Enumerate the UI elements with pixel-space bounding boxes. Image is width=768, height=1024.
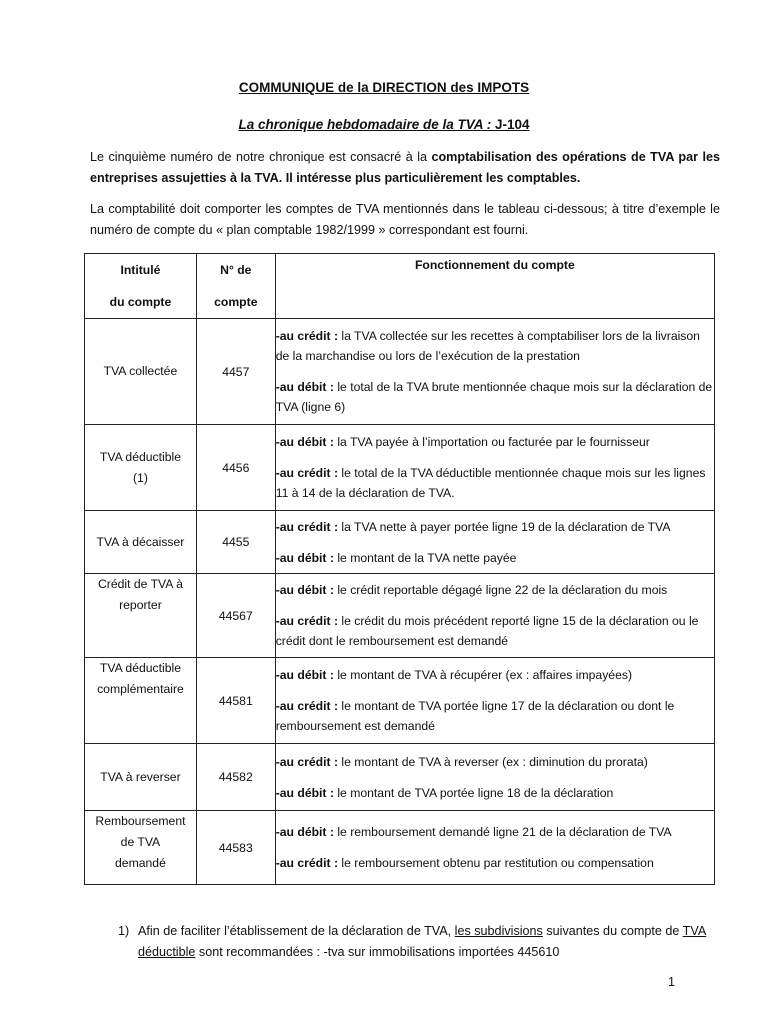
account-operation: -au débit : le montant de TVA à récupérer (ex : affaires impayées) -au crédit : le montant de TVA portée ligne 17 de la déclaration ou dont le remboursement est demandé (275, 658, 714, 744)
account-name: TVA déductible (1) (85, 425, 197, 511)
footnote-marker: 1) (118, 924, 130, 938)
account-operation: -au débit : la TVA payée à l’importation ou facturée par le fournisseur -au crédit : le total de la TVA déductible mentionnée chaque mois sur les lignes 11 à 14 de la déclaration de TVA. (275, 425, 714, 511)
intro-paragraph-1 (90, 147, 720, 189)
account-name: TVA à décaisser (85, 511, 197, 574)
vat-accounts-table (84, 253, 715, 885)
account-name: TVA déductible complémentaire (85, 658, 197, 744)
subtitle-text: La chronique hebdomadaire de la TVA (238, 117, 483, 132)
subtitle-code: J-104 (495, 117, 530, 132)
page-title: COMMUNIQUE de la DIRECTION des IMPOTS (238, 80, 530, 95)
header-account-title: Intitulé du compte (85, 254, 197, 319)
table-row (85, 658, 715, 744)
table-row (85, 574, 715, 658)
table-row (85, 811, 715, 885)
table-row (85, 511, 715, 574)
header-account-number: N° de compte (196, 254, 275, 319)
account-operation: -au crédit : le montant de TVA à reverser (ex : diminution du prorata) -au débit : le montant de TVA portée ligne 18 de la déclaration (275, 744, 714, 811)
account-number: 44581 (196, 658, 275, 744)
account-name: Remboursement de TVA demandé (85, 811, 197, 885)
account-operation: -au débit : le crédit reportable dégagé ligne 22 de la déclaration du mois -au crédit : le crédit du mois précédent reporté ligne 15 de la déclaration ou le crédit dont le remboursement est demandé (275, 574, 714, 658)
account-number: 4456 (196, 425, 275, 511)
account-number: 44582 (196, 744, 275, 811)
header-account-operation: Fonctionnement du compte (275, 254, 714, 319)
account-name: TVA collectée (85, 319, 197, 425)
account-operation: -au débit : le remboursement demandé ligne 21 de la déclaration de TVA -au crédit : le remboursement obtenu par restitution ou compensation (275, 811, 714, 885)
account-number: 44583 (196, 811, 275, 885)
intro-paragraph-2: La comptabilité doit comporter les comptes de TVA mentionnés dans le tableau ci-dessous; à titre d’exemple le numéro de compte du « plan comptable 1982/1999 » correspondant est fourni. (90, 202, 720, 237)
table-row (85, 319, 715, 425)
subtitle-separator: : (483, 117, 495, 132)
footnote-text: Afin de faciliter l’établissement de la déclaration de TVA, les subdivisions suivantes du compte de TVA déductible sont recommandées : -tva sur immobilisations importées 445610 (138, 924, 707, 959)
page-number: 1 (668, 975, 676, 989)
table-row (85, 744, 715, 811)
page-subtitle (0, 117, 768, 132)
footnote (118, 921, 718, 963)
table-header-row (85, 254, 715, 319)
table-row (85, 425, 715, 511)
intro-p1-bold: comptabilisation des opérations de TVA par les entreprises assujetties à la TVA. Il intéresse plus particulièrement les comptables. (90, 150, 720, 185)
account-name: Crédit de TVA à reporter (85, 574, 197, 658)
account-name: TVA à reverser (85, 744, 197, 811)
account-number: 4457 (196, 319, 275, 425)
account-operation: -au crédit : la TVA nette à payer portée ligne 19 de la déclaration de TVA -au débit : le montant de la TVA nette payée (275, 511, 714, 574)
account-number: 44567 (196, 574, 275, 658)
account-number: 4455 (196, 511, 275, 574)
account-operation: -au crédit : la TVA collectée sur les recettes à comptabiliser lors de la livraison de la marchandise ou lors de l’exécution de la prestation -au débit : le total de la TVA brute mentionnée chaque mois sur la déclaration de TVA (ligne 6) (275, 319, 714, 425)
intro-p1-plain: Le cinquième numéro de notre chronique est consacré à la (90, 150, 432, 164)
